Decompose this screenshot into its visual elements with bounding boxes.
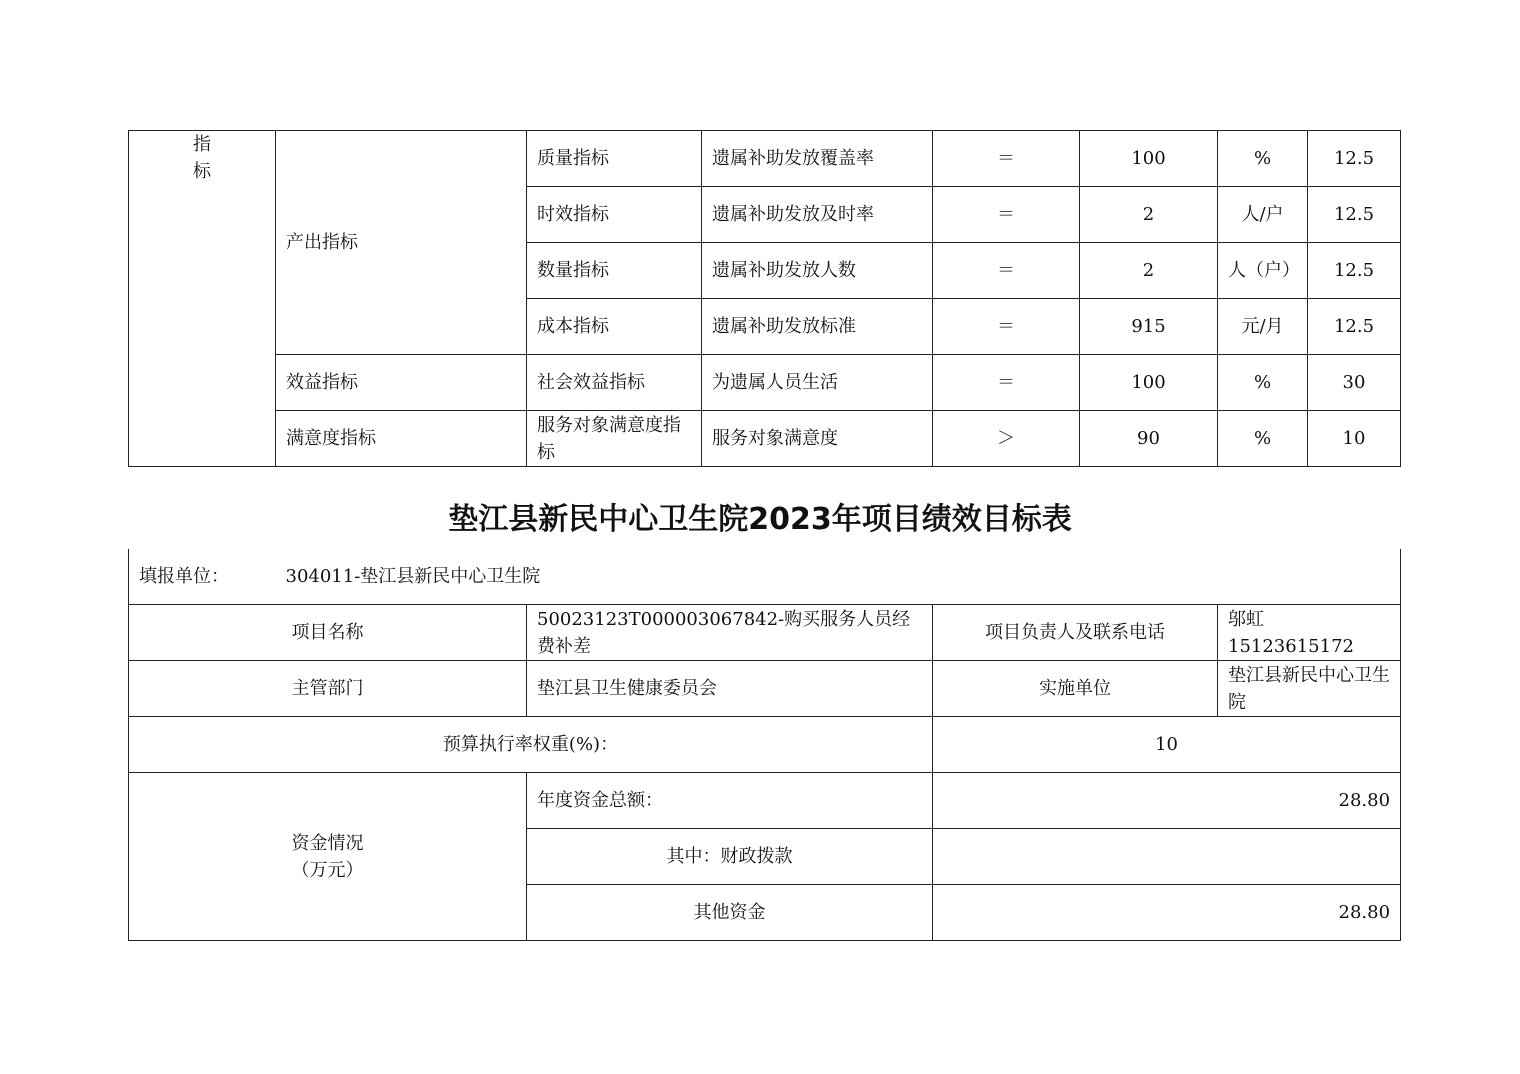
project-name-value: 50023123T000003067842-购买服务人员经费补差 <box>527 605 933 661</box>
table-row <box>129 773 1401 829</box>
project-name-label: 项目名称 <box>129 605 527 661</box>
funds-label-line: 资金情况 <box>291 832 364 854</box>
unit: 人/户 <box>1218 187 1308 243</box>
annual-total-value: 28.80 <box>933 773 1401 829</box>
unit: % <box>1218 355 1308 411</box>
target-value: 100 <box>1080 131 1218 187</box>
metric: 服务对象满意度 <box>702 411 933 467</box>
fill-unit-value: 304011-垫江县新民中心卫生院 <box>276 549 1401 605</box>
group-name: 产出指标 <box>276 131 527 355</box>
unit: % <box>1218 131 1308 187</box>
table-row <box>129 411 1401 467</box>
group-name: 效益指标 <box>276 355 527 411</box>
weight: 12.5 <box>1308 187 1401 243</box>
sub-indicator: 数量指标 <box>527 243 702 299</box>
target-value: 915 <box>1080 299 1218 355</box>
sub-indicator: 服务对象满意度指标 <box>527 411 702 467</box>
operator: ＝ <box>933 243 1080 299</box>
group-name: 满意度指标 <box>276 411 527 467</box>
funds-label <box>129 773 527 941</box>
metric: 遗属补助发放及时率 <box>702 187 933 243</box>
metric: 遗属补助发放标准 <box>702 299 933 355</box>
budget-weight-label: 预算执行率权重(%)： <box>129 717 933 773</box>
operator: ＝ <box>933 299 1080 355</box>
weight: 12.5 <box>1308 299 1401 355</box>
indicator-table <box>128 130 1401 467</box>
target-value: 100 <box>1080 355 1218 411</box>
table-row <box>129 355 1401 411</box>
table-row <box>129 661 1401 717</box>
metric: 为遗属人员生活 <box>702 355 933 411</box>
fiscal-label: 其中：财政拨款 <box>527 829 933 885</box>
unit: 元/月 <box>1218 299 1308 355</box>
dept-label: 主管部门 <box>129 661 527 717</box>
operator: ＝ <box>933 355 1080 411</box>
contact-label: 项目负责人及联系电话 <box>933 605 1218 661</box>
weight: 30 <box>1308 355 1401 411</box>
target-value: 90 <box>1080 411 1218 467</box>
sub-indicator: 成本指标 <box>527 299 702 355</box>
dept-value: 垫江县卫生健康委员会 <box>527 661 933 717</box>
sub-indicator: 社会效益指标 <box>527 355 702 411</box>
indicator-outer-label <box>129 131 276 467</box>
table-row <box>129 131 1401 187</box>
operator: ＝ <box>933 131 1080 187</box>
target-value: 2 <box>1080 243 1218 299</box>
fiscal-value <box>933 829 1401 885</box>
impl-value: 垫江县新民中心卫生院 <box>1218 661 1401 717</box>
weight: 10 <box>1308 411 1401 467</box>
budget-weight-value: 10 <box>933 717 1401 773</box>
table-row <box>129 549 1401 605</box>
contact-value: 邬虹 15123615172 <box>1218 605 1401 661</box>
weight: 12.5 <box>1308 131 1401 187</box>
table-row <box>129 605 1401 661</box>
impl-label: 实施单位 <box>933 661 1218 717</box>
unit: 人（户） <box>1218 243 1308 299</box>
unit: % <box>1218 411 1308 467</box>
weight: 12.5 <box>1308 243 1401 299</box>
project-info-table <box>128 549 1401 941</box>
operator: ＝ <box>933 187 1080 243</box>
sub-indicator: 质量指标 <box>527 131 702 187</box>
metric: 遗属补助发放覆盖率 <box>702 131 933 187</box>
operator: ＞ <box>933 411 1080 467</box>
metric: 遗属补助发放人数 <box>702 243 933 299</box>
sub-indicator: 时效指标 <box>527 187 702 243</box>
table-row <box>129 717 1401 773</box>
page-title: 垫江县新民中心卫生院2023年项目绩效目标表 <box>448 502 1072 537</box>
outer-label-line: 标 <box>193 161 211 182</box>
other-funds-value: 28.80 <box>933 885 1401 941</box>
funds-label-line: （万元） <box>291 859 364 881</box>
other-funds-label: 其他资金 <box>527 885 933 941</box>
outer-label-line: 指 <box>193 134 211 155</box>
annual-total-label: 年度资金总额： <box>527 773 933 829</box>
target-value: 2 <box>1080 187 1218 243</box>
fill-unit-label: 填报单位： <box>129 549 276 605</box>
